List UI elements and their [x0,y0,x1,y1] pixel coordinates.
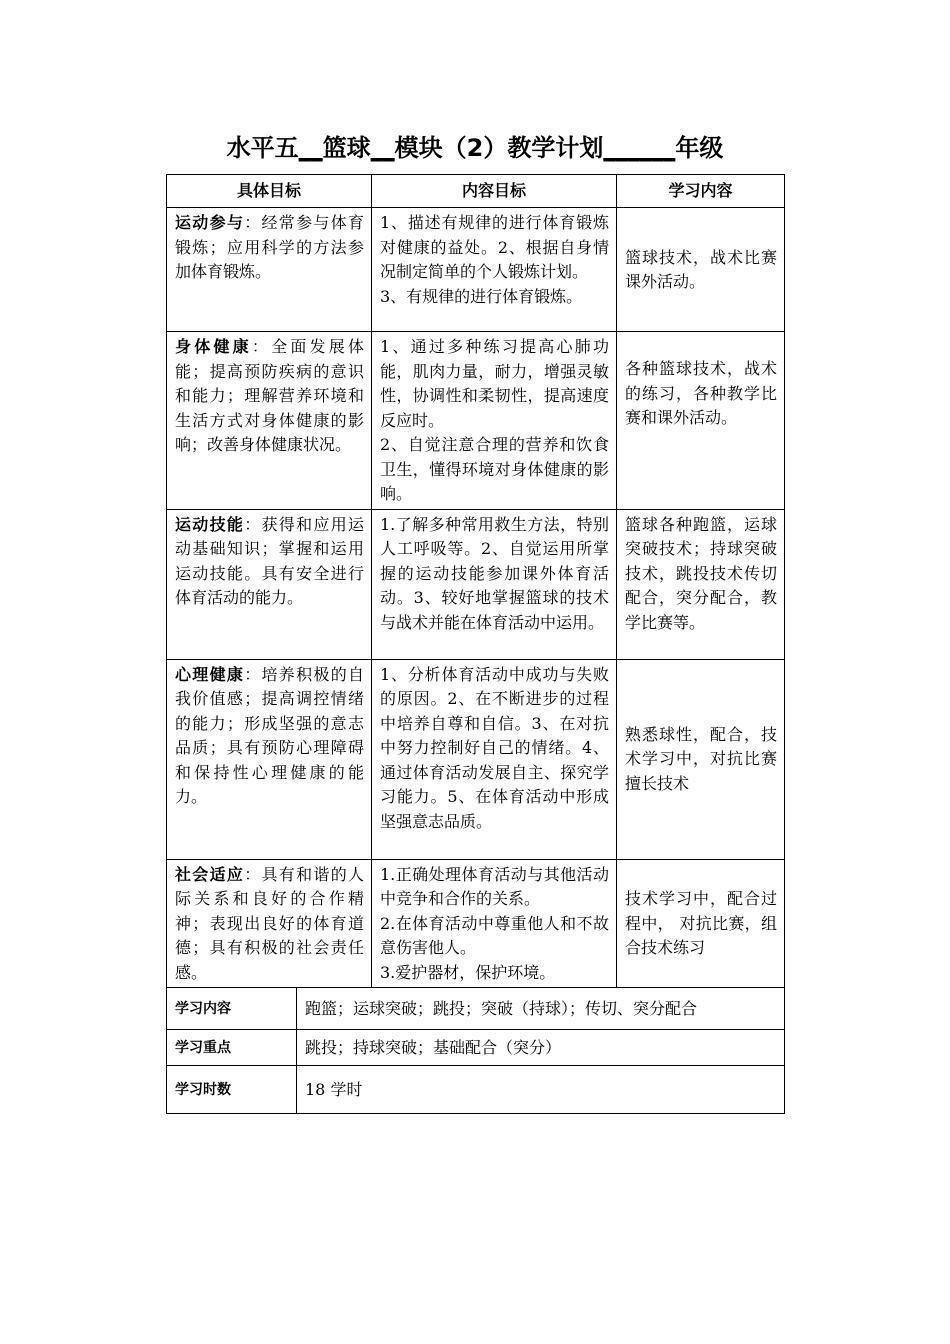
learning-text: 各种篮球技术，战术的练习，各种教学比赛和课外活动。 [625,359,777,427]
goal-cell [167,332,372,510]
table-row [167,509,785,659]
title-blank-grade: ______ [603,134,676,162]
content-paragraph: 1.了解多种常用救生方法，特别人工呼吸等。2、自觉运用所掌握的运动技能参加课外体育活动。3、较好地掌握篮球的技术与战术并能在体育活动中运用。 [380,514,609,632]
goal-cell [167,859,372,988]
goal-label: 运动技能 [175,514,245,534]
table-row [167,859,785,988]
summary-table [166,987,785,1114]
header-learning-content: 学习内容 [617,175,785,208]
summary-row [167,1066,785,1114]
goal-cell [167,208,372,332]
content-paragraph: 3、有规律的进行体育锻炼。 [380,286,583,306]
goal-label: 运动参与 [175,213,245,232]
table-row [167,659,785,859]
table-row [167,208,785,332]
summary-value: 跳投；持球突破；基础配合（突分） [297,1030,785,1066]
goals-table [166,174,785,988]
goal-cell [167,509,372,659]
table-row [167,332,785,510]
goal-cell [167,659,372,859]
content-cell [372,659,617,859]
teaching-plan-sheet [166,174,784,1114]
title-sport: 篮球 [322,134,371,162]
content-paragraph: 2、自觉注意合理的营养和饮食卫生，懂得环境对身体健康的影响。 [380,435,609,503]
learning-cell: 熟悉球性，配合，技术学习中，对抗比赛 擅长技术 [617,659,785,859]
summary-value: 18 学时 [297,1066,785,1114]
content-paragraph: 2.在体育活动中尊重他人和不故意伤害他人。 [380,913,609,957]
learning-cell: 篮球技术，战术比赛课外活动。 [617,208,785,332]
header-specific-goal: 具体目标 [167,175,372,208]
goal-text: ：全面发展体能；提高预防疾病的意识和能力；理解营养环境和生活方式对身体健康的影响；改善身体健康状况。 [175,337,364,454]
table-header-row [167,175,785,208]
content-cell [372,859,617,988]
summary-value: 跑篮；运球突破；跳投；突破（持球）；传切、突分配合 [297,988,785,1030]
summary-label: 学习时数 [167,1066,297,1114]
learning-cell: 技术学习中，配合过程中， 对抗比赛，组合技术练习 [617,859,785,988]
title-level: 水平五 [226,134,299,162]
goal-text: ：培养积极的自我价值感；提高调控情绪的能力；形成坚强的意志品质；具有预防心理障碍和保持性心理健康的能力。 [175,664,364,806]
title-blank-2: __ [370,134,395,162]
summary-row [167,1030,785,1066]
goal-text: ：经常参与体育锻炼；应用科学的方法参加体育锻炼。 [175,213,364,281]
content-cell [372,509,617,659]
summary-row [167,988,785,1030]
learning-cell: 篮球各种跑篮，运球突破技术；持球突破技术，跳投技术传切配合，突分配合，教学比赛等。 [617,509,785,659]
page-title [0,130,950,166]
goal-text: ：获得和应用运动基础知识；掌握和运用运动技能。具有安全进行体育活动的能力。 [175,514,364,607]
content-cell [372,332,617,510]
content-paragraph: 3.爱护器材，保护环境。 [380,962,556,982]
goal-label: 社会适应 [175,864,245,884]
goal-text: ：具有和谐的人际关系和良好的合作精神；表现出良好的体育道德；具有积极的社会责任感。 [175,864,364,982]
title-grade: 年级 [675,134,724,162]
title-blank-1: __ [298,134,323,162]
title-module: 模块（2）教学计划 [394,134,604,162]
content-paragraph: 1、描述有规律的进行体育锻炼对健康的益处。2、根据自身情况制定简单的个人锻炼计划。 [380,213,609,281]
header-content-goal: 内容目标 [372,175,617,208]
content-paragraph: 1、通过多种练习提高心肺功能，肌肉力量，耐力，增强灵敏性，协调性和柔韧性，提高速度反应时。 [380,337,609,430]
goal-label: 心理健康 [175,664,245,684]
goal-label: 身体健康 [175,337,252,356]
content-paragraph: 1.正确处理体育活动与其他活动中竞争和合作的关系。 [380,864,609,908]
content-paragraph: 1、分析体育活动中成功与失败的原因。2、在不断进步的过程中培养自尊和自信。3、在对抗中努力控制好自己的情绪。4、通过体育活动发展自主、探究学习能力。5、在体育活动中形成坚强意志品质。 [380,664,609,831]
summary-label: 学习重点 [167,1030,297,1066]
summary-label: 学习内容 [167,988,297,1030]
learning-cell [617,332,785,510]
content-cell [372,208,617,332]
